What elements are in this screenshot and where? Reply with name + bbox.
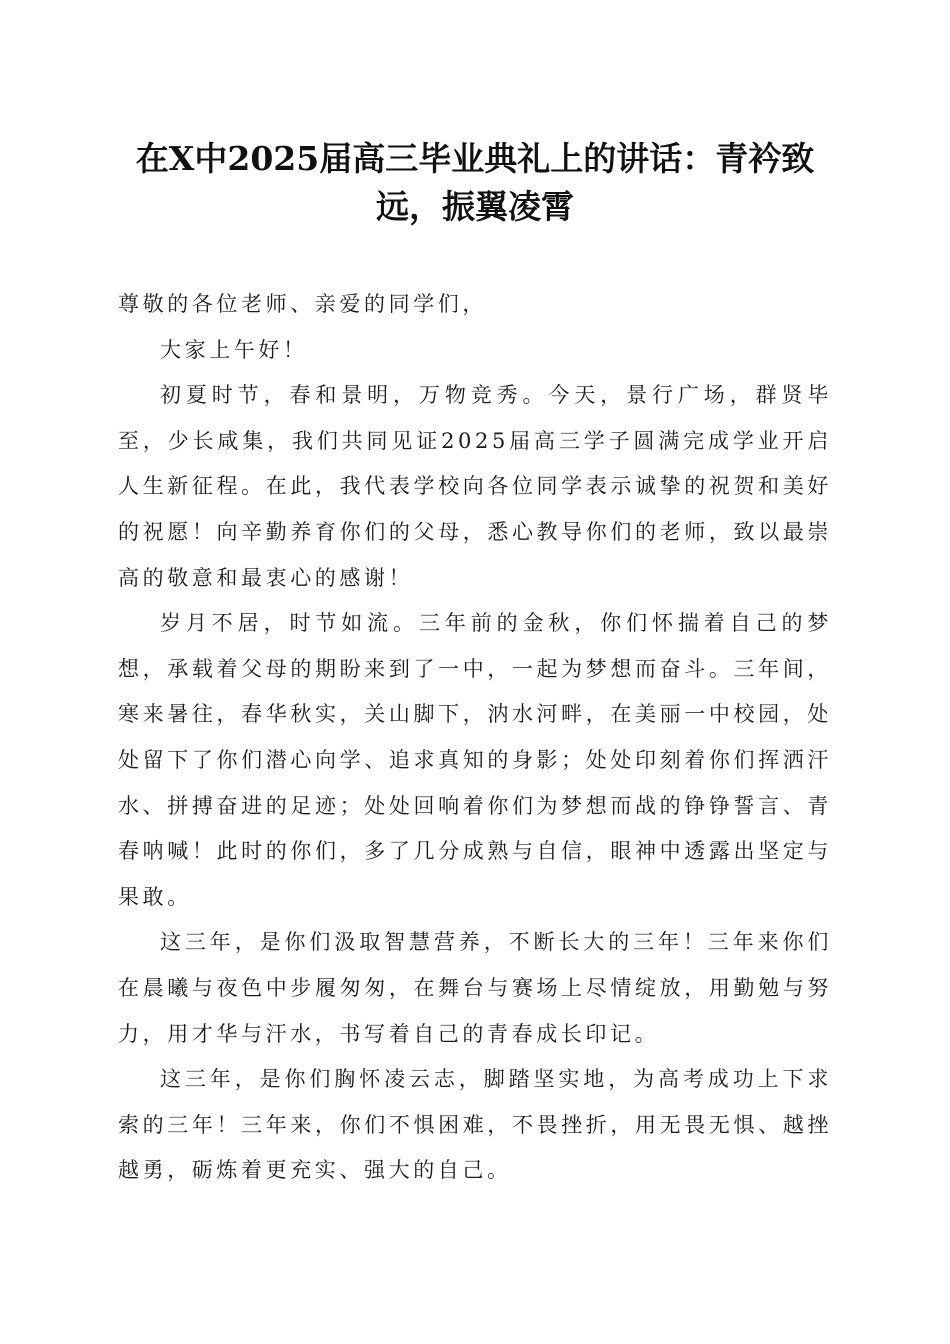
salutation: 尊敬的各位老师、亲爱的同学们， xyxy=(118,292,487,316)
paragraph-1: 初夏时节，春和景明，万物竞秀。今天，景行广场，群贤毕至，少长咸集，我们共同见证2025届高三学子圆满完成学业开启人生新征程。在此，我代表学校向各位同学表示诚挚的祝贺和美好的祝愿！向辛勤养育你们的父母，悉心教导你们的老师，致以最崇高的敬意和最衷心的感谢！ xyxy=(118,383,832,590)
greeting: 大家上午好！ xyxy=(160,337,308,362)
paragraph-4: 这三年，是你们胸怀凌云志，脚踏坚实地，为高考成功上下求索的三年！三年来，你们不惧困难，不畏挫折，用无畏无惧、越挫越勇，砺炼着更充实、强大的自己。 xyxy=(118,1067,832,1183)
document-body xyxy=(118,282,832,1194)
paragraph-2: 岁月不居，时节如流。三年前的金秋，你们怀揣着自己的梦想，承载着父母的期盼来到了一中，一起为梦想而奋斗。三年间，寒来暑往，春华秋实，关山脚下，汭水河畔，在美丽一中校园，处处留下了你们潜心向学、追求真知的身影；处处印刻着你们挥洒汗水、拼搏奋进的足迹；处处回响着你们为梦想而战的铮铮誓言、青春呐喊！此时的你们，多了几分成熟与自信，眼神中透露出坚定与果敢。 xyxy=(118,611,832,909)
document-title: 在X中2025届高三毕业典礼上的讲话：青衿致远，振翼凌霄 xyxy=(135,139,815,226)
paragraph-3: 这三年，是你们汲取智慧营养，不断长大的三年！三年来你们在晨曦与夜色中步履匆匆，在舞台与赛场上尽情绽放，用勤勉与努力，用才华与汗水，书写着自己的青春成长印记。 xyxy=(118,930,832,1046)
